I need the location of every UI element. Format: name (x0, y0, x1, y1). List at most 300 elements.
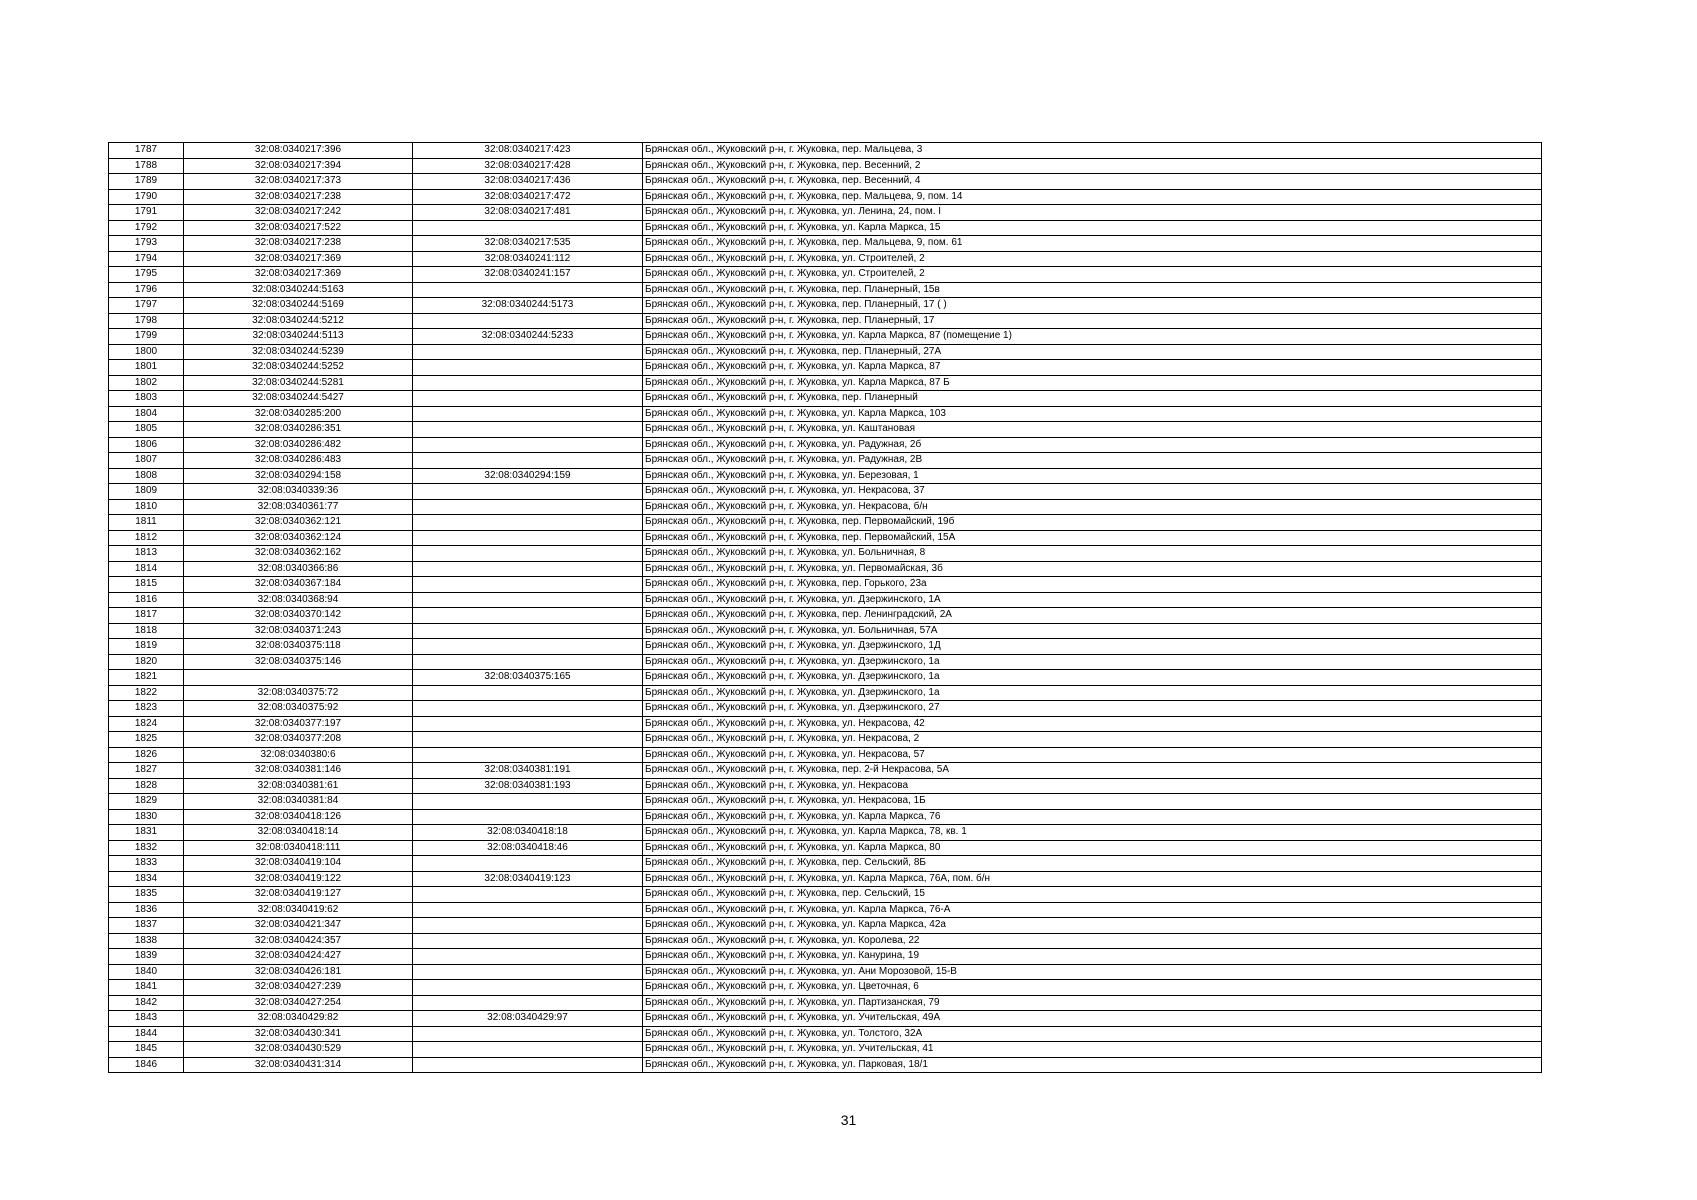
cadastral-number-cell: 32:08:0340217:394 (184, 158, 413, 174)
row-number-cell: 1827 (109, 763, 184, 779)
address-cell: Брянская обл., Жуковский р-н, г. Жуковка, ул. Карла Маркса, 78, кв. 1 (643, 825, 1542, 841)
related-cadastral-number-cell (413, 515, 643, 531)
row-number-cell: 1814 (109, 561, 184, 577)
row-number-cell: 1787 (109, 143, 184, 159)
row-number-cell: 1797 (109, 298, 184, 314)
table-row (109, 453, 1542, 469)
table-row (109, 561, 1542, 577)
cadastral-number-cell: 32:08:0340427:254 (184, 995, 413, 1011)
cadastral-number-cell: 32:08:0340375:118 (184, 639, 413, 655)
table-row (109, 871, 1542, 887)
related-cadastral-number-cell (413, 809, 643, 825)
table-row (109, 902, 1542, 918)
row-number-cell: 1839 (109, 949, 184, 965)
row-number-cell: 1795 (109, 267, 184, 283)
cadastral-number-cell: 32:08:0340380:6 (184, 747, 413, 763)
row-number-cell: 1800 (109, 344, 184, 360)
address-cell: Брянская обл., Жуковский р-н, г. Жуковка, ул. Карла Маркса, 42а (643, 918, 1542, 934)
related-cadastral-number-cell: 32:08:0340217:436 (413, 174, 643, 190)
table-row (109, 267, 1542, 283)
cadastral-number-cell: 32:08:0340375:72 (184, 685, 413, 701)
related-cadastral-number-cell (413, 732, 643, 748)
table-row (109, 949, 1542, 965)
address-cell: Брянская обл., Жуковский р-н, г. Жуковка, ул. Некрасова, 37 (643, 484, 1542, 500)
cadastral-number-cell: 32:08:0340375:146 (184, 654, 413, 670)
related-cadastral-number-cell (413, 949, 643, 965)
cadastral-number-cell: 32:08:0340377:208 (184, 732, 413, 748)
table-row (109, 530, 1542, 546)
row-number-cell: 1808 (109, 468, 184, 484)
related-cadastral-number-cell (413, 499, 643, 515)
address-cell: Брянская обл., Жуковский р-н, г. Жуковка, ул. Некрасова, 2 (643, 732, 1542, 748)
related-cadastral-number-cell: 32:08:0340241:112 (413, 251, 643, 267)
address-cell: Брянская обл., Жуковский р-н, г. Жуковка, пер. Первомайский, 15А (643, 530, 1542, 546)
address-cell: Брянская обл., Жуковский р-н, г. Жуковка, ул. Карла Маркса, 87 Б (643, 375, 1542, 391)
related-cadastral-number-cell (413, 918, 643, 934)
related-cadastral-number-cell (413, 592, 643, 608)
cadastral-number-cell: 32:08:0340421:347 (184, 918, 413, 934)
table-row (109, 608, 1542, 624)
row-number-cell: 1832 (109, 840, 184, 856)
table-row (109, 437, 1542, 453)
row-number-cell: 1809 (109, 484, 184, 500)
address-cell: Брянская обл., Жуковский р-н, г. Жуковка, ул. Больничная, 57А (643, 623, 1542, 639)
table-row (109, 840, 1542, 856)
table-row (109, 468, 1542, 484)
address-cell: Брянская обл., Жуковский р-н, г. Жуковка, пер. Сельский, 15 (643, 887, 1542, 903)
related-cadastral-number-cell (413, 933, 643, 949)
row-number-cell: 1803 (109, 391, 184, 407)
related-cadastral-number-cell (413, 344, 643, 360)
table-row (109, 670, 1542, 686)
address-cell: Брянская обл., Жуковский р-н, г. Жуковка, ул. Толстого, 32А (643, 1026, 1542, 1042)
row-number-cell: 1846 (109, 1057, 184, 1073)
address-cell: Брянская обл., Жуковский р-н, г. Жуковка, ул. Партизанская, 79 (643, 995, 1542, 1011)
related-cadastral-number-cell (413, 484, 643, 500)
related-cadastral-number-cell (413, 561, 643, 577)
cadastral-number-cell: 32:08:0340362:121 (184, 515, 413, 531)
row-number-cell: 1788 (109, 158, 184, 174)
table-row (109, 685, 1542, 701)
table-row (109, 174, 1542, 190)
related-cadastral-number-cell: 32:08:0340294:159 (413, 468, 643, 484)
address-cell: Брянская обл., Жуковский р-н, г. Жуковка, ул. Ани Морозовой, 15-В (643, 964, 1542, 980)
related-cadastral-number-cell: 32:08:0340381:193 (413, 778, 643, 794)
related-cadastral-number-cell: 32:08:0340418:46 (413, 840, 643, 856)
row-number-cell: 1821 (109, 670, 184, 686)
table-row (109, 1057, 1542, 1073)
address-cell: Брянская обл., Жуковский р-н, г. Жуковка, пер. Ленинградский, 2А (643, 608, 1542, 624)
address-cell: Брянская обл., Жуковский р-н, г. Жуковка, ул. Больничная, 8 (643, 546, 1542, 562)
row-number-cell: 1815 (109, 577, 184, 593)
address-cell: Брянская обл., Жуковский р-н, г. Жуковка, пер. Мальцева, 9, пом. 14 (643, 189, 1542, 205)
cadastral-number-cell: 32:08:0340375:92 (184, 701, 413, 717)
related-cadastral-number-cell (413, 313, 643, 329)
row-number-cell: 1826 (109, 747, 184, 763)
related-cadastral-number-cell (413, 794, 643, 810)
row-number-cell: 1796 (109, 282, 184, 298)
cadastral-number-cell: 32:08:0340377:197 (184, 716, 413, 732)
related-cadastral-number-cell (413, 608, 643, 624)
related-cadastral-number-cell (413, 375, 643, 391)
row-number-cell: 1806 (109, 437, 184, 453)
related-cadastral-number-cell (413, 902, 643, 918)
row-number-cell: 1830 (109, 809, 184, 825)
related-cadastral-number-cell (413, 282, 643, 298)
address-cell: Брянская обл., Жуковский р-н, г. Жуковка, ул. Учительская, 49А (643, 1011, 1542, 1027)
address-cell: Брянская обл., Жуковский р-н, г. Жуковка, ул. Карла Маркса, 87 (643, 360, 1542, 376)
row-number-cell: 1798 (109, 313, 184, 329)
row-number-cell: 1811 (109, 515, 184, 531)
table-row (109, 499, 1542, 515)
address-cell: Брянская обл., Жуковский р-н, г. Жуковка, ул. Первомайская, 3б (643, 561, 1542, 577)
row-number-cell: 1793 (109, 236, 184, 252)
address-cell: Брянская обл., Жуковский р-н, г. Жуковка, ул. Каштановая (643, 422, 1542, 438)
related-cadastral-number-cell (413, 1057, 643, 1073)
cadastral-number-cell: 32:08:0340418:126 (184, 809, 413, 825)
cadastral-number-cell: 32:08:0340381:84 (184, 794, 413, 810)
related-cadastral-number-cell (413, 577, 643, 593)
cadastral-number-cell: 32:08:0340367:184 (184, 577, 413, 593)
address-cell: Брянская обл., Жуковский р-н, г. Жуковка, ул. Дзержинского, 1а (643, 670, 1542, 686)
table-row (109, 205, 1542, 221)
row-number-cell: 1845 (109, 1042, 184, 1058)
related-cadastral-number-cell: 32:08:0340217:428 (413, 158, 643, 174)
address-cell: Брянская обл., Жуковский р-н, г. Жуковка, ул. Учительская, 41 (643, 1042, 1542, 1058)
address-cell: Брянская обл., Жуковский р-н, г. Жуковка, ул. Некрасова, 42 (643, 716, 1542, 732)
cadastral-number-cell: 32:08:0340429:82 (184, 1011, 413, 1027)
cadastral-number-cell: 32:08:0340419:127 (184, 887, 413, 903)
address-cell: Брянская обл., Жуковский р-н, г. Жуковка, ул. Ленина, 24, пом. I (643, 205, 1542, 221)
address-cell: Брянская обл., Жуковский р-н, г. Жуковка, ул. Канурина, 19 (643, 949, 1542, 965)
table-row (109, 654, 1542, 670)
address-cell: Брянская обл., Жуковский р-н, г. Жуковка, ул. Строителей, 2 (643, 251, 1542, 267)
row-number-cell: 1835 (109, 887, 184, 903)
row-number-cell: 1844 (109, 1026, 184, 1042)
row-number-cell: 1789 (109, 174, 184, 190)
cadastral-number-cell (184, 670, 413, 686)
cadastral-number-cell: 32:08:0340430:341 (184, 1026, 413, 1042)
page-number: 31 (840, 1112, 857, 1128)
row-number-cell: 1840 (109, 964, 184, 980)
row-number-cell: 1828 (109, 778, 184, 794)
related-cadastral-number-cell: 32:08:0340419:123 (413, 871, 643, 887)
address-cell: Брянская обл., Жуковский р-н, г. Жуковка, ул. Карла Маркса, 87 (помещение 1) (643, 329, 1542, 345)
table-row (109, 313, 1542, 329)
cadastral-number-cell: 32:08:0340431:314 (184, 1057, 413, 1073)
row-number-cell: 1834 (109, 871, 184, 887)
cadastral-number-cell: 32:08:0340430:529 (184, 1042, 413, 1058)
table-row (109, 809, 1542, 825)
cadastral-number-cell: 32:08:0340371:243 (184, 623, 413, 639)
cadastral-number-cell: 32:08:0340217:369 (184, 251, 413, 267)
cadastral-number-cell: 32:08:0340294:158 (184, 468, 413, 484)
address-cell: Брянская обл., Жуковский р-н, г. Жуковка, ул. Карла Маркса, 76 (643, 809, 1542, 825)
table-row (109, 236, 1542, 252)
table-row (109, 546, 1542, 562)
address-cell: Брянская обл., Жуковский р-н, г. Жуковка, ул. Некрасова, 57 (643, 747, 1542, 763)
related-cadastral-number-cell: 32:08:0340381:191 (413, 763, 643, 779)
related-cadastral-number-cell (413, 747, 643, 763)
cadastral-number-cell: 32:08:0340217:522 (184, 220, 413, 236)
table-row (109, 251, 1542, 267)
related-cadastral-number-cell: 32:08:0340244:5233 (413, 329, 643, 345)
related-cadastral-number-cell (413, 856, 643, 872)
row-number-cell: 1816 (109, 592, 184, 608)
row-number-cell: 1823 (109, 701, 184, 717)
address-cell: Брянская обл., Жуковский р-н, г. Жуковка, ул. Некрасова, б/н (643, 499, 1542, 515)
table-row (109, 716, 1542, 732)
address-cell: Брянская обл., Жуковский р-н, г. Жуковка, ул. Королева, 22 (643, 933, 1542, 949)
related-cadastral-number-cell (413, 701, 643, 717)
related-cadastral-number-cell: 32:08:0340244:5173 (413, 298, 643, 314)
related-cadastral-number-cell: 32:08:0340375:165 (413, 670, 643, 686)
row-number-cell: 1813 (109, 546, 184, 562)
cadastral-number-cell: 32:08:0340244:5252 (184, 360, 413, 376)
row-number-cell: 1831 (109, 825, 184, 841)
cadastral-number-cell: 32:08:0340426:181 (184, 964, 413, 980)
address-cell: Брянская обл., Жуковский р-н, г. Жуковка, пер. Весенний, 2 (643, 158, 1542, 174)
cadastral-number-cell: 32:08:0340418:14 (184, 825, 413, 841)
cadastral-number-cell: 32:08:0340381:146 (184, 763, 413, 779)
address-cell: Брянская обл., Жуковский р-н, г. Жуковка, пер. Мальцева, 3 (643, 143, 1542, 159)
table-row (109, 701, 1542, 717)
table-row (109, 406, 1542, 422)
row-number-cell: 1822 (109, 685, 184, 701)
table-row (109, 189, 1542, 205)
related-cadastral-number-cell (413, 639, 643, 655)
cadastral-number-cell: 32:08:0340244:5427 (184, 391, 413, 407)
cadastral-number-cell: 32:08:0340217:369 (184, 267, 413, 283)
row-number-cell: 1820 (109, 654, 184, 670)
cadastral-number-cell: 32:08:0340361:77 (184, 499, 413, 515)
cadastral-number-cell: 32:08:0340244:5169 (184, 298, 413, 314)
cadastral-number-cell: 32:08:0340424:427 (184, 949, 413, 965)
address-cell: Брянская обл., Жуковский р-н, г. Жуковка, ул. Дзержинского, 27 (643, 701, 1542, 717)
row-number-cell: 1842 (109, 995, 184, 1011)
table-row (109, 639, 1542, 655)
address-cell: Брянская обл., Жуковский р-н, г. Жуковка, ул. Радужная, 2б (643, 437, 1542, 453)
table-row (109, 825, 1542, 841)
row-number-cell: 1824 (109, 716, 184, 732)
table-row (109, 484, 1542, 500)
table-row (109, 515, 1542, 531)
table-row (109, 933, 1542, 949)
related-cadastral-number-cell (413, 623, 643, 639)
related-cadastral-number-cell (413, 391, 643, 407)
table-row (109, 360, 1542, 376)
table-row (109, 344, 1542, 360)
cadastral-number-cell: 32:08:0340286:351 (184, 422, 413, 438)
address-cell: Брянская обл., Жуковский р-н, г. Жуковка, пер. Планерный, 27А (643, 344, 1542, 360)
related-cadastral-number-cell (413, 530, 643, 546)
row-number-cell: 1790 (109, 189, 184, 205)
address-cell: Брянская обл., Жуковский р-н, г. Жуковка, ул. Карла Маркса, 76А, пом. б/н (643, 871, 1542, 887)
row-number-cell: 1829 (109, 794, 184, 810)
address-cell: Брянская обл., Жуковский р-н, г. Жуковка, ул. Дзержинского, 1А (643, 592, 1542, 608)
table-row (109, 964, 1542, 980)
table-row (109, 220, 1542, 236)
row-number-cell: 1837 (109, 918, 184, 934)
table-row (109, 592, 1542, 608)
related-cadastral-number-cell (413, 453, 643, 469)
address-cell: Брянская обл., Жуковский р-н, г. Жуковка, пер. Весенний, 4 (643, 174, 1542, 190)
row-number-cell: 1818 (109, 623, 184, 639)
registry-table (108, 142, 1542, 1073)
cadastral-number-cell: 32:08:0340244:5113 (184, 329, 413, 345)
table-row (109, 980, 1542, 996)
cadastral-number-cell: 32:08:0340285:200 (184, 406, 413, 422)
table-row (109, 1011, 1542, 1027)
row-number-cell: 1838 (109, 933, 184, 949)
row-number-cell: 1819 (109, 639, 184, 655)
table-row (109, 763, 1542, 779)
cadastral-number-cell: 32:08:0340418:111 (184, 840, 413, 856)
cadastral-number-cell: 32:08:0340217:242 (184, 205, 413, 221)
address-cell: Брянская обл., Жуковский р-н, г. Жуковка, пер. 2-й Некрасова, 5А (643, 763, 1542, 779)
cadastral-number-cell: 32:08:0340362:162 (184, 546, 413, 562)
cadastral-number-cell: 32:08:0340424:357 (184, 933, 413, 949)
address-cell: Брянская обл., Жуковский р-н, г. Жуковка, ул. Цветочная, 6 (643, 980, 1542, 996)
cadastral-number-cell: 32:08:0340368:94 (184, 592, 413, 608)
cadastral-number-cell: 32:08:0340381:61 (184, 778, 413, 794)
cadastral-number-cell: 32:08:0340244:5163 (184, 282, 413, 298)
related-cadastral-number-cell (413, 546, 643, 562)
related-cadastral-number-cell (413, 220, 643, 236)
address-cell: Брянская обл., Жуковский р-н, г. Жуковка, ул. Карла Маркса, 76-А (643, 902, 1542, 918)
related-cadastral-number-cell (413, 716, 643, 732)
table-row (109, 158, 1542, 174)
address-cell: Брянская обл., Жуковский р-н, г. Жуковка, пер. Мальцева, 9, пом. 61 (643, 236, 1542, 252)
address-cell: Брянская обл., Жуковский р-н, г. Жуковка, пер. Планерный (643, 391, 1542, 407)
address-cell: Брянская обл., Жуковский р-н, г. Жуковка, ул. Дзержинского, 1а (643, 685, 1542, 701)
cadastral-number-cell: 32:08:0340362:124 (184, 530, 413, 546)
table-row (109, 918, 1542, 934)
address-cell: Брянская обл., Жуковский р-н, г. Жуковка, ул. Карла Маркса, 80 (643, 840, 1542, 856)
cadastral-number-cell: 32:08:0340286:483 (184, 453, 413, 469)
related-cadastral-number-cell (413, 360, 643, 376)
related-cadastral-number-cell: 32:08:0340241:157 (413, 267, 643, 283)
cadastral-number-cell: 32:08:0340244:5239 (184, 344, 413, 360)
related-cadastral-number-cell (413, 685, 643, 701)
row-number-cell: 1841 (109, 980, 184, 996)
cadastral-number-cell: 32:08:0340217:238 (184, 236, 413, 252)
address-cell: Брянская обл., Жуковский р-н, г. Жуковка, ул. Парковая, 18/1 (643, 1057, 1542, 1073)
address-cell: Брянская обл., Жуковский р-н, г. Жуковка, ул. Строителей, 2 (643, 267, 1542, 283)
address-cell: Брянская обл., Жуковский р-н, г. Жуковка, ул. Березовая, 1 (643, 468, 1542, 484)
table-row (109, 1026, 1542, 1042)
table-row (109, 577, 1542, 593)
table-row (109, 1042, 1542, 1058)
related-cadastral-number-cell (413, 422, 643, 438)
row-number-cell: 1794 (109, 251, 184, 267)
row-number-cell: 1802 (109, 375, 184, 391)
table-row (109, 143, 1542, 159)
cadastral-number-cell: 32:08:0340366:86 (184, 561, 413, 577)
row-number-cell: 1799 (109, 329, 184, 345)
table-row (109, 329, 1542, 345)
cadastral-number-cell: 32:08:0340217:373 (184, 174, 413, 190)
row-number-cell: 1817 (109, 608, 184, 624)
cadastral-number-cell: 32:08:0340419:122 (184, 871, 413, 887)
table-row (109, 732, 1542, 748)
related-cadastral-number-cell: 32:08:0340217:481 (413, 205, 643, 221)
table-row (109, 856, 1542, 872)
address-cell: Брянская обл., Жуковский р-н, г. Жуковка, ул. Дзержинского, 1а (643, 654, 1542, 670)
row-number-cell: 1810 (109, 499, 184, 515)
address-cell: Брянская обл., Жуковский р-н, г. Жуковка, ул. Некрасова, 1Б (643, 794, 1542, 810)
address-cell: Брянская обл., Жуковский р-н, г. Жуковка, ул. Радужная, 2В (643, 453, 1542, 469)
cadastral-number-cell: 32:08:0340244:5281 (184, 375, 413, 391)
cadastral-number-cell: 32:08:0340427:239 (184, 980, 413, 996)
related-cadastral-number-cell: 32:08:0340217:535 (413, 236, 643, 252)
related-cadastral-number-cell (413, 980, 643, 996)
row-number-cell: 1825 (109, 732, 184, 748)
related-cadastral-number-cell (413, 964, 643, 980)
table-row (109, 391, 1542, 407)
row-number-cell: 1807 (109, 453, 184, 469)
row-number-cell: 1836 (109, 902, 184, 918)
related-cadastral-number-cell: 32:08:0340217:423 (413, 143, 643, 159)
related-cadastral-number-cell (413, 887, 643, 903)
row-number-cell: 1812 (109, 530, 184, 546)
related-cadastral-number-cell: 32:08:0340418:18 (413, 825, 643, 841)
address-cell: Брянская обл., Жуковский р-н, г. Жуковка, пер. Первомайский, 19б (643, 515, 1542, 531)
cadastral-number-cell: 32:08:0340286:482 (184, 437, 413, 453)
table-row (109, 995, 1542, 1011)
address-cell: Брянская обл., Жуковский р-н, г. Жуковка, пер. Планерный, 15в (643, 282, 1542, 298)
row-number-cell: 1792 (109, 220, 184, 236)
related-cadastral-number-cell (413, 1042, 643, 1058)
address-cell: Брянская обл., Жуковский р-н, г. Жуковка, пер. Горького, 23а (643, 577, 1542, 593)
row-number-cell: 1791 (109, 205, 184, 221)
address-cell: Брянская обл., Жуковский р-н, г. Жуковка, ул. Карла Маркса, 103 (643, 406, 1542, 422)
cadastral-number-cell: 32:08:0340217:238 (184, 189, 413, 205)
table-row (109, 778, 1542, 794)
cadastral-number-cell: 32:08:0340339:36 (184, 484, 413, 500)
related-cadastral-number-cell (413, 995, 643, 1011)
address-cell: Брянская обл., Жуковский р-н, г. Жуковка, пер. Сельский, 8Б (643, 856, 1542, 872)
address-cell: Брянская обл., Жуковский р-н, г. Жуковка, пер. Планерный, 17 ( ) (643, 298, 1542, 314)
related-cadastral-number-cell (413, 654, 643, 670)
address-cell: Брянская обл., Жуковский р-н, г. Жуковка, ул. Некрасова (643, 778, 1542, 794)
related-cadastral-number-cell (413, 1026, 643, 1042)
row-number-cell: 1804 (109, 406, 184, 422)
table-row (109, 887, 1542, 903)
address-cell: Брянская обл., Жуковский р-н, г. Жуковка, ул. Карла Маркса, 15 (643, 220, 1542, 236)
related-cadastral-number-cell (413, 437, 643, 453)
cadastral-number-cell: 32:08:0340244:5212 (184, 313, 413, 329)
row-number-cell: 1843 (109, 1011, 184, 1027)
table-body (109, 143, 1542, 1073)
related-cadastral-number-cell (413, 406, 643, 422)
table-row (109, 282, 1542, 298)
cadastral-number-cell: 32:08:0340370:142 (184, 608, 413, 624)
table-row (109, 747, 1542, 763)
table-row (109, 298, 1542, 314)
address-cell: Брянская обл., Жуковский р-н, г. Жуковка, пер. Планерный, 17 (643, 313, 1542, 329)
row-number-cell: 1805 (109, 422, 184, 438)
related-cadastral-number-cell: 32:08:0340217:472 (413, 189, 643, 205)
row-number-cell: 1801 (109, 360, 184, 376)
table-row (109, 375, 1542, 391)
related-cadastral-number-cell: 32:08:0340429:97 (413, 1011, 643, 1027)
cadastral-number-cell: 32:08:0340217:396 (184, 143, 413, 159)
address-cell: Брянская обл., Жуковский р-н, г. Жуковка, ул. Дзержинского, 1Д (643, 639, 1542, 655)
table-row (109, 794, 1542, 810)
row-number-cell: 1833 (109, 856, 184, 872)
cadastral-number-cell: 32:08:0340419:104 (184, 856, 413, 872)
